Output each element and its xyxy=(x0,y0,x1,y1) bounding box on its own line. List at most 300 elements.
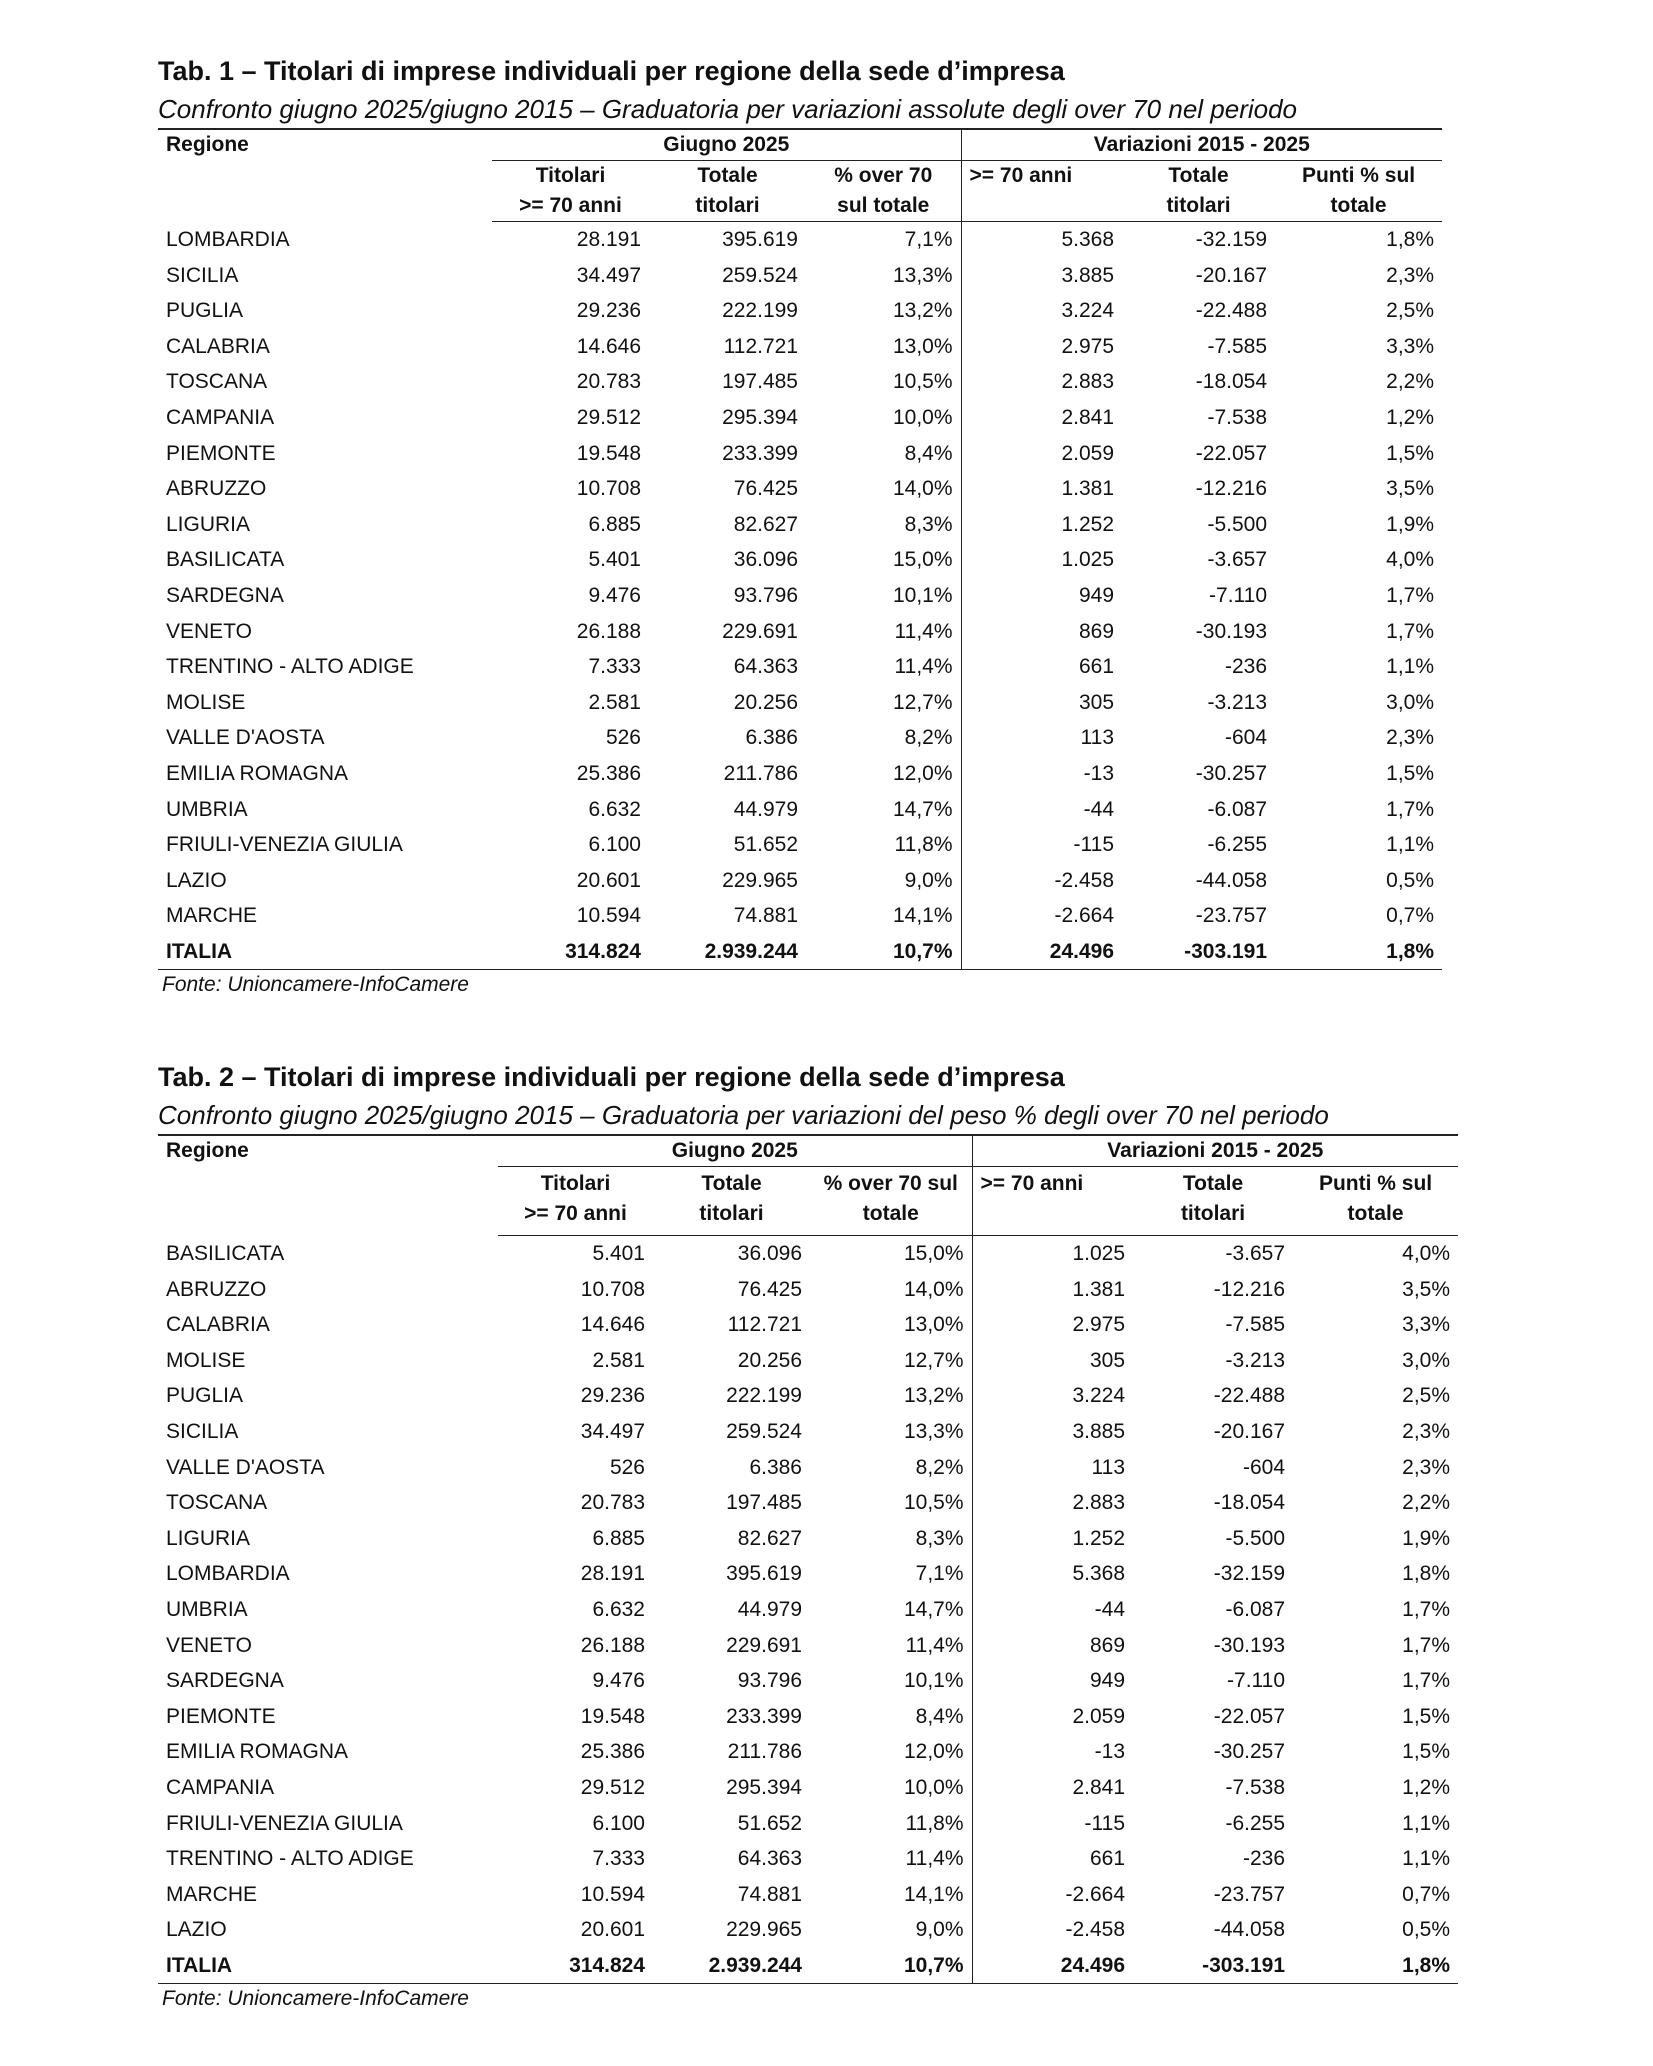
region-cell: SICILIA xyxy=(166,263,239,287)
pct-over-70-cell: 14,1% xyxy=(806,898,961,934)
table-1-subtitle: Confronto giugno 2025/giugno 2015 – Graduatoria per variazioni assolute degli over 70 nel periodo xyxy=(158,94,1298,124)
var-70-cell: 2.841 xyxy=(1072,1775,1126,1799)
titolari-70-cell: 526 xyxy=(609,1455,645,1479)
punti-pct-cell: 1,7% xyxy=(1402,1633,1451,1657)
pct-over-70-cell: 11,4% xyxy=(810,1628,972,1664)
titolari-70-cell: 6.632 xyxy=(588,797,641,821)
table-row xyxy=(158,471,1442,507)
column-header-var-70: >= 70 anni xyxy=(961,161,1122,222)
region-cell: TRENTINO - ALTO ADIGE xyxy=(166,655,414,679)
region-cell: MARCHE xyxy=(166,1882,258,1906)
var-totale-cell: -30.193 xyxy=(1213,1633,1286,1657)
table-row xyxy=(158,1272,1458,1308)
table-row xyxy=(158,1307,1458,1343)
totale-titolari-cell: 197.485 xyxy=(726,1491,802,1515)
totale-titolari-cell: 233.399 xyxy=(726,1704,802,1728)
var-70-cell: 661 xyxy=(1089,1847,1126,1871)
table-row xyxy=(158,792,1442,828)
var-totale-cell: -7.538 xyxy=(1225,1775,1286,1799)
titolari-70-cell: 6.885 xyxy=(592,1526,645,1550)
totale-titolari-cell: 76.425 xyxy=(733,477,798,501)
punti-pct-cell: 1,2% xyxy=(1402,1775,1451,1799)
totale-titolari-cell: 82.627 xyxy=(733,512,798,536)
totale-titolari-cell: 36.096 xyxy=(737,1242,802,1265)
var-totale-cell: -7.110 xyxy=(1227,1669,1286,1693)
totale-titolari-cell: 20.256 xyxy=(733,690,798,714)
column-header-titolari-70: Titolari >= 70 anni xyxy=(492,161,649,222)
table-row xyxy=(158,1236,1458,1272)
table-row xyxy=(158,364,1442,400)
var-totale-cell: -23.757 xyxy=(1213,1882,1286,1906)
pct-over-70-cell: 8,2% xyxy=(810,1450,972,1486)
titolari-70-cell: 314.824 xyxy=(492,934,649,970)
punti-pct-cell: 1,8% xyxy=(1275,934,1442,970)
pct-over-70-cell: 14,1% xyxy=(810,1877,972,1913)
titolari-70-cell: 29.512 xyxy=(576,405,641,429)
var-totale-cell: -12.216 xyxy=(1195,477,1268,501)
punti-pct-cell: 3,5% xyxy=(1402,1277,1451,1301)
table-row xyxy=(158,649,1442,685)
table-1-title: Tab. 1 – Titolari di imprese individuali per regione della sede d’impresa xyxy=(158,56,1065,86)
totale-titolari-cell: 64.363 xyxy=(737,1847,802,1871)
region-cell: CALABRIA xyxy=(166,334,270,358)
group-header-variations: Variazioni 2015 - 2025 xyxy=(972,1135,1458,1167)
totale-titolari-cell: 259.524 xyxy=(726,1419,802,1443)
titolari-70-cell: 28.191 xyxy=(576,228,641,251)
punti-pct-cell: 3,0% xyxy=(1386,690,1435,714)
table-2-subtitle: Confronto giugno 2025/giugno 2015 – Graduatoria per variazioni del peso % degli over 70 nel periodo xyxy=(158,1100,1329,1130)
var-totale-cell: -30.257 xyxy=(1213,1740,1286,1764)
totale-titolari-cell: 395.619 xyxy=(722,228,798,251)
pct-over-70-cell: 11,4% xyxy=(806,614,961,650)
var-70-cell: -44 xyxy=(1094,1597,1126,1621)
column-header-totale-titolari: Totale titolari xyxy=(649,161,806,222)
var-totale-cell: -7.585 xyxy=(1225,1313,1286,1337)
var-70-cell: -13 xyxy=(1094,1740,1126,1764)
column-header-titolari-70: Titolari >= 70 anni xyxy=(498,1167,653,1236)
region-cell: FRIULI-VENEZIA GIULIA xyxy=(166,833,403,857)
var-totale-cell: -30.257 xyxy=(1195,761,1268,785)
var-70-cell: 3.885 xyxy=(1061,263,1115,287)
var-70-cell: -44 xyxy=(1083,797,1115,821)
region-cell: ITALIA xyxy=(158,1948,498,1984)
var-70-cell: 305 xyxy=(1089,1348,1126,1372)
pct-over-70-cell: 10,1% xyxy=(806,578,961,614)
punti-pct-cell: 0,7% xyxy=(1386,904,1435,928)
table-row xyxy=(158,542,1442,578)
titolari-70-cell: 9.476 xyxy=(592,1669,645,1693)
table-row xyxy=(158,1912,1458,1948)
pct-over-70-cell: 10,5% xyxy=(810,1485,972,1521)
var-totale-cell: -12.216 xyxy=(1213,1277,1286,1301)
var-70-cell: 2.059 xyxy=(1072,1704,1126,1728)
totale-titolari-cell: 211.786 xyxy=(727,1740,802,1764)
titolari-70-cell: 2.581 xyxy=(588,690,641,714)
totale-titolari-cell: 2.939.244 xyxy=(649,934,806,970)
table-row xyxy=(158,720,1442,756)
totale-titolari-cell: 112.721 xyxy=(727,1313,802,1337)
var-70-cell: 949 xyxy=(1089,1669,1126,1693)
punti-pct-cell: 1,1% xyxy=(1402,1811,1451,1835)
totale-titolari-cell: 229.965 xyxy=(722,868,798,892)
punti-pct-cell: 2,2% xyxy=(1402,1491,1451,1515)
var-totale-cell: -32.159 xyxy=(1195,228,1268,251)
punti-pct-cell: 1,7% xyxy=(1386,583,1435,607)
pct-over-70-cell: 9,0% xyxy=(806,863,961,899)
region-cell: UMBRIA xyxy=(166,797,248,821)
region-cell: SICILIA xyxy=(166,1419,239,1443)
totale-titolari-cell: 20.256 xyxy=(737,1348,802,1372)
punti-pct-cell: 1,9% xyxy=(1402,1526,1451,1550)
region-cell: LAZIO xyxy=(166,1918,227,1942)
var-70-cell: 113 xyxy=(1080,726,1115,750)
table-row xyxy=(158,1663,1458,1699)
var-70-cell: 2.059 xyxy=(1061,441,1115,465)
table-row xyxy=(158,1877,1458,1913)
titolari-70-cell: 20.783 xyxy=(580,1491,645,1515)
region-cell: TOSCANA xyxy=(166,370,268,394)
table-row xyxy=(158,400,1442,436)
region-cell: EMILIA ROMAGNA xyxy=(166,1740,349,1764)
table-row xyxy=(158,578,1442,614)
var-totale-cell: -18.054 xyxy=(1213,1491,1286,1515)
var-totale-cell: -20.167 xyxy=(1213,1419,1286,1443)
punti-pct-cell: 2,5% xyxy=(1386,299,1435,323)
table-row xyxy=(158,1841,1458,1877)
region-cell: SARDEGNA xyxy=(166,1669,284,1693)
region-cell: UMBRIA xyxy=(166,1597,248,1621)
punti-pct-cell: 3,3% xyxy=(1402,1313,1451,1337)
column-header-var-totale: Totale titolari xyxy=(1133,1167,1293,1236)
table-row xyxy=(158,863,1442,899)
pct-over-70-cell: 11,8% xyxy=(810,1806,972,1842)
totale-titolari-cell: 2.939.244 xyxy=(653,1948,810,1984)
pct-over-70-cell: 13,3% xyxy=(806,258,961,294)
region-cell: PUGLIA xyxy=(166,299,244,323)
totale-titolari-cell: 112.721 xyxy=(723,334,798,358)
punti-pct-cell: 1,8% xyxy=(1402,1562,1451,1586)
punti-pct-cell: 3,5% xyxy=(1386,477,1435,501)
var-70-cell: 661 xyxy=(1078,655,1115,679)
region-cell: CAMPANIA xyxy=(166,405,275,429)
punti-pct-cell: 2,2% xyxy=(1386,370,1435,394)
totale-titolari-cell: 295.394 xyxy=(726,1775,802,1799)
table-row xyxy=(158,1806,1458,1842)
var-totale-cell: -32.159 xyxy=(1213,1562,1286,1586)
table-row xyxy=(158,1485,1458,1521)
punti-pct-cell: 2,3% xyxy=(1402,1455,1451,1479)
titolari-70-cell: 34.497 xyxy=(580,1419,645,1443)
table-row xyxy=(158,1556,1458,1592)
var-totale-cell: -5.500 xyxy=(1225,1526,1286,1550)
titolari-70-cell: 25.386 xyxy=(576,761,641,785)
titolari-70-cell: 6.632 xyxy=(592,1597,645,1621)
var-totale-cell: -6.087 xyxy=(1207,797,1268,821)
var-totale-cell: -30.193 xyxy=(1195,619,1268,643)
pct-over-70-cell: 13,0% xyxy=(806,329,961,365)
titolari-70-cell: 20.601 xyxy=(576,868,641,892)
pct-over-70-cell: 9,0% xyxy=(810,1912,972,1948)
pct-over-70-cell: 10,7% xyxy=(806,934,961,970)
punti-pct-cell: 3,3% xyxy=(1386,334,1435,358)
var-70-cell: -2.458 xyxy=(1065,1918,1126,1942)
titolari-70-cell: 28.191 xyxy=(580,1562,645,1586)
var-totale-cell: -3.657 xyxy=(1207,548,1268,572)
pct-over-70-cell: 10,5% xyxy=(806,364,961,400)
totale-titolari-cell: 222.199 xyxy=(722,299,798,323)
table-2-source: Fonte: Unioncamere-InfoCamere xyxy=(162,1987,469,2011)
var-70-cell: 1.381 xyxy=(1072,1277,1126,1301)
titolari-70-cell: 6.885 xyxy=(588,512,641,536)
var-70-cell: 3.885 xyxy=(1072,1419,1126,1443)
titolari-70-cell: 14.646 xyxy=(580,1313,645,1337)
punti-pct-cell: 0,7% xyxy=(1402,1882,1451,1906)
var-70-cell: 3.224 xyxy=(1061,299,1115,323)
totale-titolari-cell: 233.399 xyxy=(722,441,798,465)
pct-over-70-cell: 8,2% xyxy=(806,720,961,756)
var-70-cell: 2.883 xyxy=(1061,370,1115,394)
var-totale-cell: -604 xyxy=(1225,726,1268,750)
table-2-section xyxy=(158,1058,1458,2014)
titolari-70-cell: 10.594 xyxy=(576,904,641,928)
var-totale-cell: -44.058 xyxy=(1195,868,1268,892)
totale-titolari-cell: 74.881 xyxy=(737,1882,802,1906)
totale-titolari-cell: 44.979 xyxy=(737,1597,802,1621)
column-header-pct-over-70: % over 70 sul totale xyxy=(810,1167,972,1236)
var-totale-cell: -7.585 xyxy=(1207,334,1268,358)
column-header-var-totale: Totale titolari xyxy=(1122,161,1275,222)
totale-titolari-cell: 197.485 xyxy=(722,370,798,394)
pct-over-70-cell: 8,4% xyxy=(806,436,961,472)
totale-titolari-cell: 229.691 xyxy=(726,1633,802,1657)
var-70-cell: 1.252 xyxy=(1061,512,1115,536)
punti-pct-cell: 2,3% xyxy=(1386,263,1435,287)
punti-pct-cell: 1,7% xyxy=(1386,797,1435,821)
totale-titolari-cell: 229.691 xyxy=(722,619,798,643)
totale-titolari-cell: 93.796 xyxy=(737,1669,802,1693)
table-2-title: Tab. 2 – Titolari di imprese individuali per regione della sede d’impresa xyxy=(158,1062,1065,1092)
table-1-section xyxy=(158,52,1442,1000)
titolari-70-cell: 10.708 xyxy=(580,1277,645,1301)
region-cell: TRENTINO - ALTO ADIGE xyxy=(166,1847,414,1871)
var-70-cell: 3.224 xyxy=(1072,1384,1126,1408)
titolari-70-cell: 526 xyxy=(605,726,641,750)
var-70-cell: 869 xyxy=(1089,1633,1126,1657)
pct-over-70-cell: 13,0% xyxy=(810,1307,972,1343)
region-cell: VALLE D'AOSTA xyxy=(166,1455,325,1479)
table-row xyxy=(158,1450,1458,1486)
punti-pct-cell: 1,5% xyxy=(1402,1740,1451,1764)
titolari-70-cell: 29.236 xyxy=(576,299,641,323)
region-cell: TOSCANA xyxy=(166,1491,268,1515)
titolari-70-cell: 19.548 xyxy=(580,1704,645,1728)
table-row xyxy=(158,1521,1458,1557)
pct-over-70-cell: 13,2% xyxy=(810,1378,972,1414)
pct-over-70-cell: 10,7% xyxy=(810,1948,972,1984)
var-totale-cell: -18.054 xyxy=(1195,370,1268,394)
var-70-cell: 949 xyxy=(1078,583,1115,607)
totale-titolari-cell: 259.524 xyxy=(722,263,798,287)
var-70-cell: -2.664 xyxy=(1065,1882,1126,1906)
var-totale-cell: -44.058 xyxy=(1213,1918,1286,1942)
var-totale-cell: -22.488 xyxy=(1213,1384,1286,1408)
column-header-totale-titolari: Totale titolari xyxy=(653,1167,810,1236)
pct-over-70-cell: 11,8% xyxy=(806,827,961,863)
var-totale-cell: -5.500 xyxy=(1207,512,1268,536)
table-row xyxy=(158,827,1442,863)
column-header-punti-pct: Punti % sul totale xyxy=(1293,1167,1458,1236)
region-cell: PIEMONTE xyxy=(166,441,276,465)
pct-over-70-cell: 14,0% xyxy=(810,1272,972,1308)
totale-titolari-cell: 395.619 xyxy=(726,1562,802,1586)
table-row xyxy=(158,1734,1458,1770)
totale-titolari-cell: 6.386 xyxy=(745,726,798,750)
region-cell: CAMPANIA xyxy=(166,1775,275,1799)
region-cell: PUGLIA xyxy=(166,1384,244,1408)
region-cell: EMILIA ROMAGNA xyxy=(166,761,349,785)
pct-over-70-cell: 11,4% xyxy=(806,649,961,685)
titolari-70-cell: 20.783 xyxy=(576,370,641,394)
var-70-cell: 113 xyxy=(1091,1455,1126,1479)
totale-titolari-cell: 74.881 xyxy=(733,904,798,928)
pct-over-70-cell: 10,0% xyxy=(806,400,961,436)
table-row xyxy=(158,329,1442,365)
var-totale-cell: -3.213 xyxy=(1225,1348,1286,1372)
region-cell: FRIULI-VENEZIA GIULIA xyxy=(166,1811,403,1835)
table-row xyxy=(158,507,1442,543)
region-cell: BASILICATA xyxy=(166,1241,285,1265)
region-cell: ITALIA xyxy=(158,934,492,970)
punti-pct-cell: 2,3% xyxy=(1386,726,1435,750)
titolari-70-cell: 29.236 xyxy=(580,1384,645,1408)
titolari-70-cell: 6.100 xyxy=(592,1811,645,1835)
column-header-punti-pct: Punti % sul totale xyxy=(1275,161,1442,222)
pct-over-70-cell: 12,0% xyxy=(810,1734,972,1770)
region-cell: LOMBARDIA xyxy=(166,1562,290,1586)
pct-over-70-cell: 13,3% xyxy=(810,1414,972,1450)
group-header-variations: Variazioni 2015 - 2025 xyxy=(961,129,1442,161)
column-header-pct-over-70: % over 70 sul totale xyxy=(806,161,961,222)
pct-over-70-cell: 12,7% xyxy=(806,685,961,721)
var-totale-cell: -6.255 xyxy=(1207,833,1268,857)
table-1-body xyxy=(158,222,1442,970)
region-column-header: Regione xyxy=(158,1135,498,1236)
var-70-cell: -2.664 xyxy=(1054,904,1115,928)
group-header-june-2025: Giugno 2025 xyxy=(498,1135,972,1167)
table-row xyxy=(158,898,1442,934)
region-cell: ABRUZZO xyxy=(166,477,267,501)
var-totale-cell: -6.087 xyxy=(1225,1597,1286,1621)
table-row xyxy=(158,756,1442,792)
totale-titolari-cell: 82.627 xyxy=(737,1526,802,1550)
titolari-70-cell: 20.601 xyxy=(580,1918,645,1942)
pct-over-70-cell: 13,2% xyxy=(806,293,961,329)
titolari-70-cell: 314.824 xyxy=(498,1948,653,1984)
titolari-70-cell: 7.333 xyxy=(592,1847,645,1871)
var-70-cell: 869 xyxy=(1078,619,1115,643)
totale-titolari-cell: 295.394 xyxy=(722,405,798,429)
var-70-cell: 1.252 xyxy=(1072,1526,1126,1550)
titolari-70-cell: 7.333 xyxy=(588,655,641,679)
totale-titolari-cell: 36.096 xyxy=(733,548,798,572)
table-row xyxy=(158,685,1442,721)
punti-pct-cell: 1,7% xyxy=(1402,1669,1451,1693)
titolari-70-cell: 10.594 xyxy=(580,1882,645,1906)
pct-over-70-cell: 14,7% xyxy=(806,792,961,828)
table-1-source: Fonte: Unioncamere-InfoCamere xyxy=(162,973,469,997)
titolari-70-cell: 19.548 xyxy=(576,441,641,465)
pct-over-70-cell: 8,3% xyxy=(806,507,961,543)
punti-pct-cell: 1,7% xyxy=(1402,1597,1451,1621)
var-totale-cell: -22.057 xyxy=(1213,1704,1286,1728)
region-cell: LOMBARDIA xyxy=(166,227,290,251)
punti-pct-cell: 4,0% xyxy=(1402,1242,1451,1265)
titolari-70-cell: 9.476 xyxy=(588,583,641,607)
pct-over-70-cell: 10,0% xyxy=(810,1770,972,1806)
pct-over-70-cell: 7,1% xyxy=(806,222,961,258)
punti-pct-cell: 1,2% xyxy=(1386,405,1435,429)
var-totale-cell: -7.110 xyxy=(1209,583,1268,607)
var-totale-cell: -6.255 xyxy=(1225,1811,1286,1835)
var-totale-cell: -236 xyxy=(1243,1847,1286,1871)
table-row xyxy=(158,258,1442,294)
totale-titolari-cell: 51.652 xyxy=(733,833,798,857)
pct-over-70-cell: 14,0% xyxy=(806,471,961,507)
table-row xyxy=(158,222,1442,258)
var-70-cell: -2.458 xyxy=(1054,868,1115,892)
totale-titolari-cell: 51.652 xyxy=(737,1811,802,1835)
region-cell: PIEMONTE xyxy=(166,1704,276,1728)
var-70-cell: 1.381 xyxy=(1061,477,1115,501)
titolari-70-cell: 2.581 xyxy=(592,1348,645,1372)
table-row xyxy=(158,1378,1458,1414)
totale-titolari-cell: 6.386 xyxy=(749,1455,802,1479)
pct-over-70-cell: 12,0% xyxy=(806,756,961,792)
var-70-cell: -13 xyxy=(1083,761,1115,785)
group-header-june-2025: Giugno 2025 xyxy=(492,129,961,161)
var-70-cell: -115 xyxy=(1084,1811,1126,1835)
punti-pct-cell: 2,5% xyxy=(1402,1384,1451,1408)
punti-pct-cell: 4,0% xyxy=(1386,548,1435,572)
titolari-70-cell: 34.497 xyxy=(576,263,641,287)
punti-pct-cell: 1,1% xyxy=(1386,655,1435,679)
titolari-70-cell: 29.512 xyxy=(580,1775,645,1799)
region-column-header: Regione xyxy=(158,129,492,222)
punti-pct-cell: 3,0% xyxy=(1402,1348,1451,1372)
table-total-row xyxy=(158,934,1442,970)
titolari-70-cell: 26.188 xyxy=(580,1633,645,1657)
region-cell: SARDEGNA xyxy=(166,583,284,607)
var-70-cell: 24.496 xyxy=(972,1948,1133,1984)
totale-titolari-cell: 222.199 xyxy=(726,1384,802,1408)
var-totale-cell: -3.213 xyxy=(1207,690,1268,714)
pct-over-70-cell: 15,0% xyxy=(810,1236,972,1272)
var-70-cell: 24.496 xyxy=(961,934,1122,970)
var-70-cell: 5.368 xyxy=(1061,228,1115,251)
titolari-70-cell: 14.646 xyxy=(576,334,641,358)
region-cell: MARCHE xyxy=(166,904,258,928)
table-2 xyxy=(158,1134,1458,1984)
titolari-70-cell: 26.188 xyxy=(576,619,641,643)
var-totale-cell: -22.488 xyxy=(1195,299,1268,323)
totale-titolari-cell: 44.979 xyxy=(733,797,798,821)
pct-over-70-cell: 7,1% xyxy=(810,1556,972,1592)
titolari-70-cell: 25.386 xyxy=(580,1740,645,1764)
var-70-cell: -115 xyxy=(1073,833,1115,857)
table-row xyxy=(158,1770,1458,1806)
totale-titolari-cell: 64.363 xyxy=(733,655,798,679)
var-totale-cell: -236 xyxy=(1225,655,1268,679)
